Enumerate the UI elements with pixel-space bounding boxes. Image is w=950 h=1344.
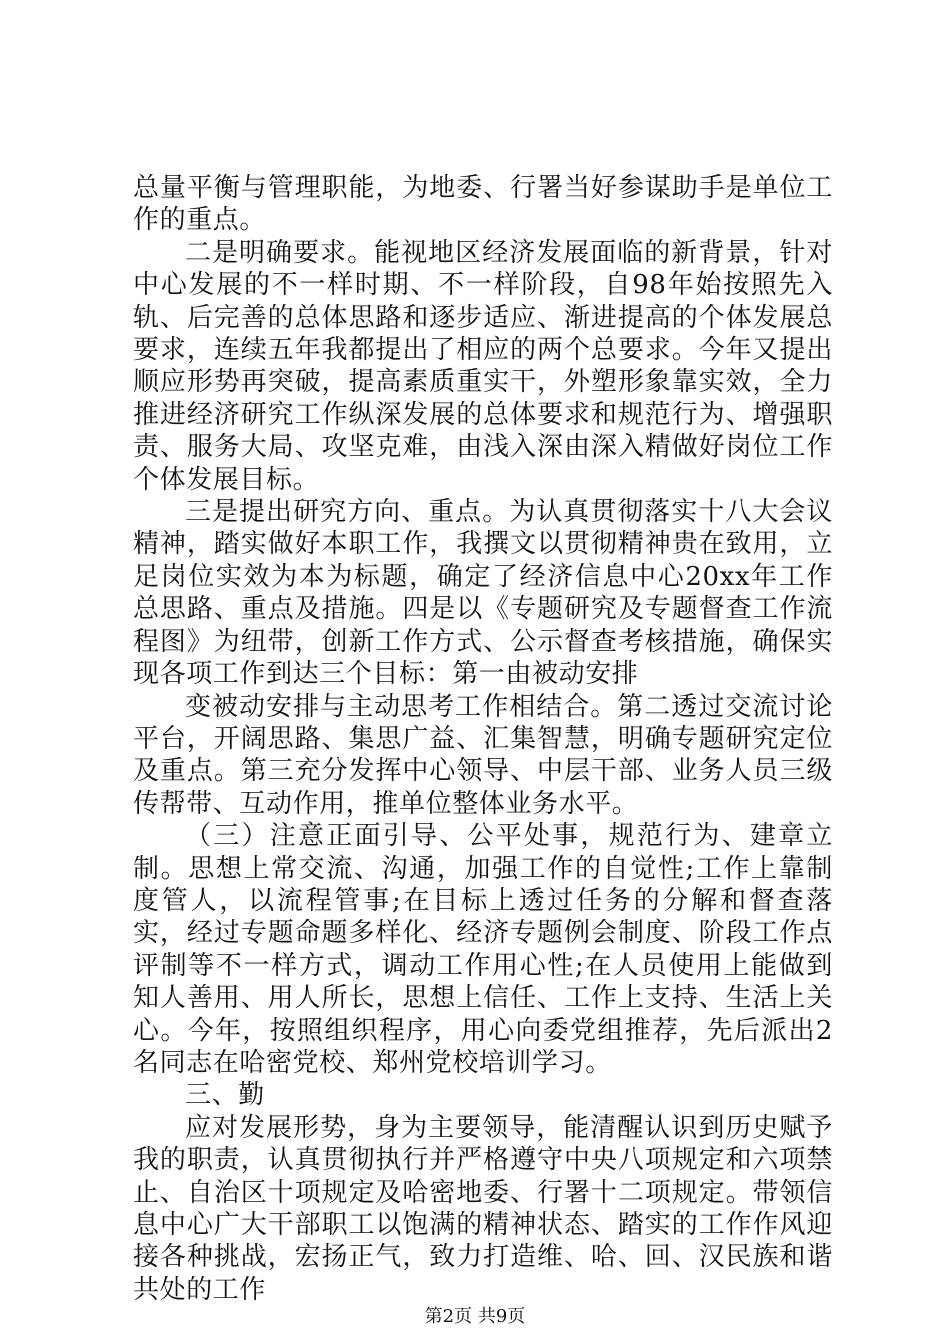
paragraph-continuation: 总量平衡与管理职能，为地委、行署当好参谋助手是单位工作的重点。 bbox=[133, 173, 833, 236]
section-heading-diligence: 三、勤 bbox=[185, 1080, 265, 1111]
page-footer: 第2页 共9页 bbox=[424, 1306, 526, 1327]
document-body bbox=[133, 172, 833, 1306]
paragraph-positive-guidance: （三）注意正面引导、公平处事，规范行为、建章立制。思想上常交流、沟通，加强工作的自觉性;工作上靠制度管人，以流程管事;在目标上透过任务的分解和督查落实，经过专题命题多样化、经济专题例会制度、阶段工作点评制等不一样方式，调动工作用心性;在人员使用上能做到知人善用、用人所长，思想上信任、工作上支持、生活上关心。今年，按照组织程序，用心向委党组推荐，先后派出2名同志在哈密党校、郑州党校培训学习。 bbox=[133, 821, 833, 1078]
paragraph-active-thinking: 变被动安排与主动思考工作相结合。第二透过交流讨论平台，开阔思路、集思广益、汇集智慧，明确专题研究定位及重点。第三充分发挥中心领导、中层干部、业务人员三级传帮带、互动作用，推单位整体业务水平。 bbox=[133, 691, 833, 819]
paragraph-requirements: 二是明确要求。能视地区经济发展面临的新背景，针对中心发展的不一样时期、不一样阶段，自98年始按照先入轨、后完善的总体思路和逐步适应、渐进提高的个体发展总要求，连续五年我都提出了相应的两个总要求。今年又提出顺应形势再突破，提高素质重实干，外塑形象靠实效，全力推进经济研究工作纵深发展的总体要求和规范行为、增强职责、服务大局、攻坚克难，由浅入深由深入精做好岗位工作个体发展目标。 bbox=[133, 237, 833, 495]
paragraph-research-direction: 三是提出研究方向、重点。为认真贯彻落实十八大会议精神，踏实做好本职工作，我撰文以贯彻精神贵在致用，立足岗位实效为本为标题，确定了经济信息中心20xx年工作总思路、重点及措施。四是以《专题研究及专题督查工作流程图》为纽带，创新工作方式、公示督查考核措施，确保实现各项工作到达三个目标：第一由被动安排 bbox=[133, 497, 833, 690]
paragraph-development-situation: 应对发展形势，身为主要领导，能清醒认识到历史赋予我的职责，认真贯彻执行并严格遵守中央八项规定和六项禁止、自治区十项规定及哈密地委、行署十二项规定。带领信息中心广大干部职工以饱满的精神状态、踏实的工作作风迎接各种挑战，宏扬正气，致力打造维、哈、回、汉民族和谐共处的工作 bbox=[133, 1112, 833, 1305]
